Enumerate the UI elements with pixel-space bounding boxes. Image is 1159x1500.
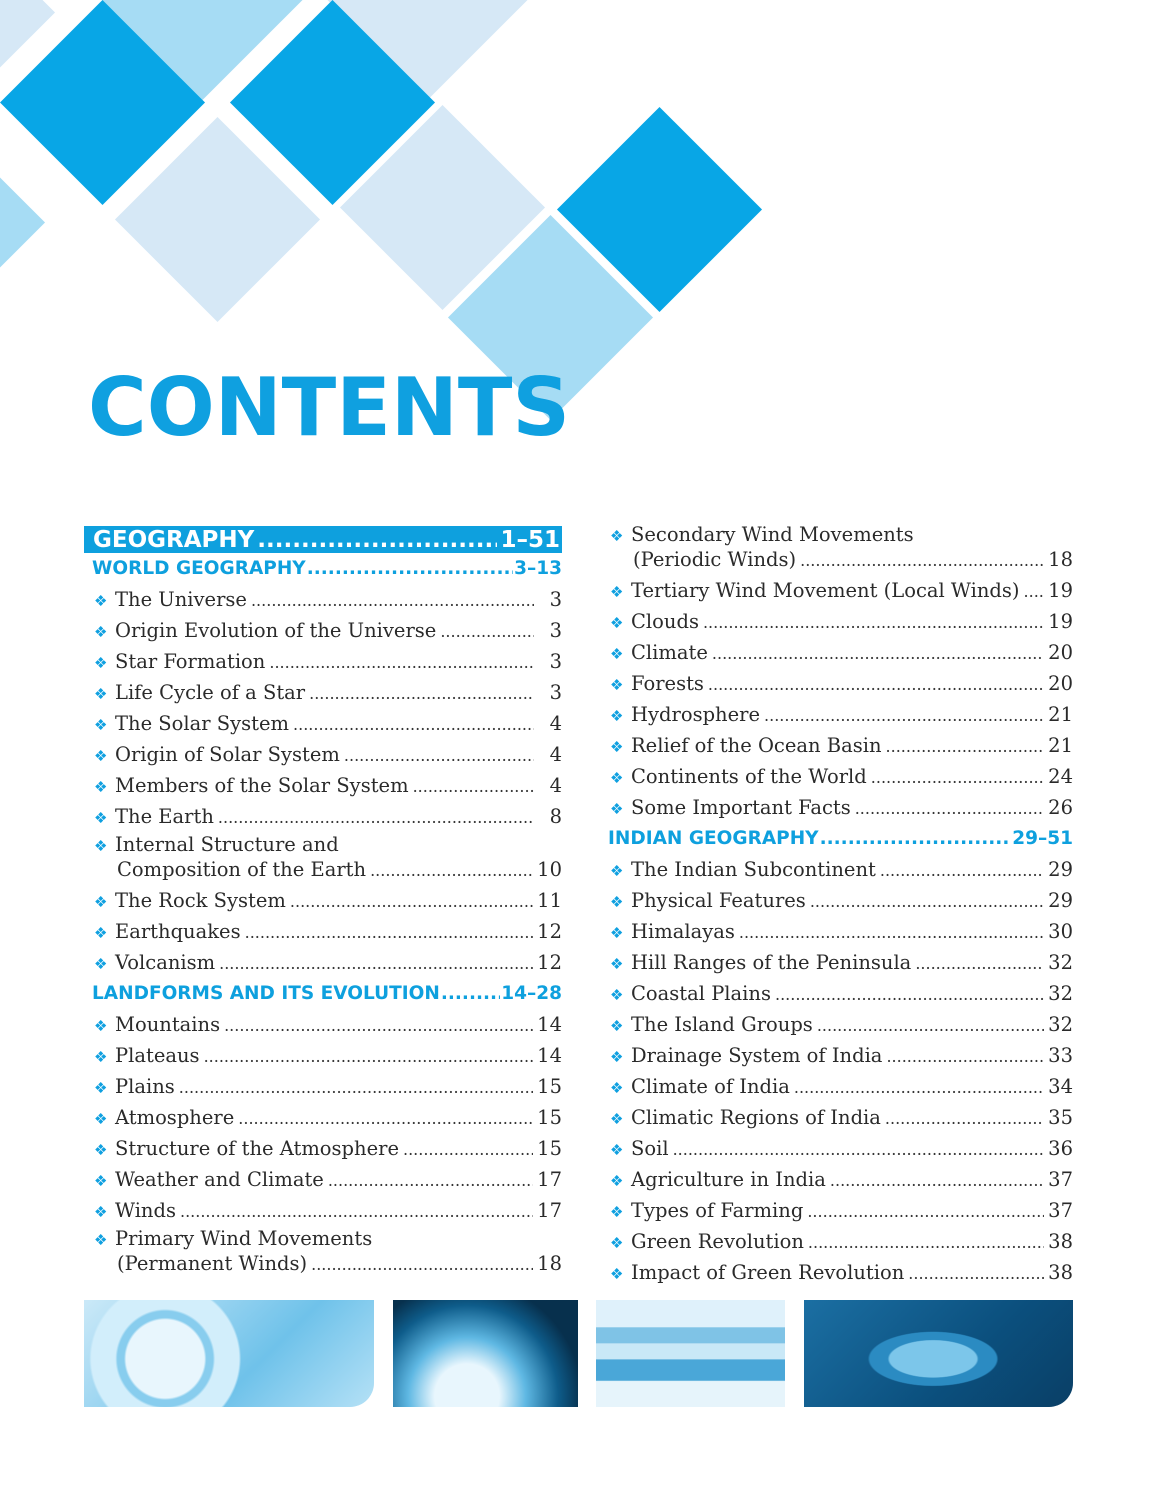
toc-entry-label: Climatic Regions of India <box>631 1106 881 1129</box>
toc-entry-label: Hydrosphere <box>631 703 761 726</box>
toc-entry[interactable] <box>600 885 1073 916</box>
bullet-icon: ❖ <box>94 1079 108 1097</box>
toc-entry-page: 21 <box>1048 703 1073 726</box>
toc-entry-label: Life Cycle of a Star <box>115 681 306 704</box>
toc-entry-page: 3 <box>549 588 562 611</box>
toc-entry-line <box>94 1251 562 1279</box>
toc-entry-page: 21 <box>1048 734 1073 757</box>
toc-entry-label: The Earth <box>115 805 214 828</box>
toc-entry-label: The Island Groups <box>631 1013 813 1036</box>
toc-entry[interactable] <box>600 1040 1073 1071</box>
toc-entry[interactable] <box>84 615 562 646</box>
bullet-icon: ❖ <box>610 986 624 1004</box>
bullet-icon: ❖ <box>610 614 624 632</box>
bullet-icon: ❖ <box>610 862 624 880</box>
bullet-icon: ❖ <box>610 645 624 663</box>
toc-entry-label: Mountains <box>115 1013 221 1036</box>
toc-entry-page: 29 <box>1048 858 1073 881</box>
toc-sections <box>84 553 562 1279</box>
toc-entry-page: 20 <box>1048 641 1073 664</box>
toc-entry[interactable] <box>600 606 1073 637</box>
toc-entry-label: Climate <box>631 641 708 664</box>
toc-entry[interactable] <box>600 730 1073 761</box>
dot-leader <box>880 855 1044 886</box>
dot-leader <box>344 740 534 771</box>
dot-leader <box>440 616 534 647</box>
toc-entry-label: Impact of Green Revolution <box>631 1261 905 1284</box>
bullet-icon: ❖ <box>94 654 108 672</box>
dot-leader <box>204 1041 534 1072</box>
toc-entry-page: 3 <box>549 681 562 704</box>
dot-leader <box>328 1165 533 1196</box>
dot-leader <box>1024 576 1045 607</box>
toc-entry-page: 29 <box>1048 889 1073 912</box>
toc-entry-page: 26 <box>1048 796 1073 819</box>
toc-entry-line <box>94 1226 562 1251</box>
toc-entry[interactable] <box>600 575 1073 606</box>
dot-leader <box>307 558 513 579</box>
dot-leader <box>413 771 534 802</box>
toc-entry[interactable] <box>600 668 1073 699</box>
toc-right-column <box>600 522 1073 1288</box>
dot-leader <box>257 527 497 553</box>
bullet-icon: ❖ <box>94 1048 108 1066</box>
toc-entry-label: Plateaus <box>115 1044 200 1067</box>
toc-entry[interactable] <box>600 637 1073 668</box>
toc-entry-line <box>610 547 1073 575</box>
toc-entry[interactable] <box>600 1102 1073 1133</box>
dot-leader <box>808 1227 1044 1258</box>
toc-entry-label: Agriculture in India <box>631 1168 826 1191</box>
toc-entry-page: 38 <box>1048 1230 1073 1253</box>
dot-leader <box>673 1134 1045 1165</box>
toc-entry-label: Origin of Solar System <box>115 743 340 766</box>
toc-entry-page: 10 <box>537 858 562 881</box>
toc-entry[interactable] <box>84 1164 562 1195</box>
dot-leader <box>180 1196 533 1227</box>
bullet-icon: ❖ <box>610 1017 624 1035</box>
bullet-icon: ❖ <box>610 800 624 818</box>
toc-entry-label: Earthquakes <box>115 920 241 943</box>
toc-entry-page: 15 <box>537 1137 562 1160</box>
toc-entry-page: 15 <box>537 1075 562 1098</box>
toc-entry-page: 4 <box>549 712 562 735</box>
india-satellite-image <box>804 1300 1073 1407</box>
bullet-icon: ❖ <box>94 1017 108 1035</box>
toc-entry-page: 8 <box>549 805 562 828</box>
toc-entry-label: Winds <box>115 1199 176 1222</box>
dot-leader <box>219 948 533 979</box>
toc-entry-page: 30 <box>1048 920 1073 943</box>
toc-entry-page: 12 <box>537 951 562 974</box>
bullet-icon: ❖ <box>610 583 624 601</box>
dot-leader <box>886 1041 1044 1072</box>
bullet-icon: ❖ <box>94 716 108 734</box>
toc-entry[interactable] <box>84 1040 562 1071</box>
toc-entry-page: 12 <box>537 920 562 943</box>
toc-entry-label: Physical Features <box>631 889 806 912</box>
bullet-icon: ❖ <box>94 1141 108 1159</box>
toc-entry-label: Primary Wind Movements <box>115 1227 373 1250</box>
toc-entry[interactable] <box>600 978 1073 1009</box>
toc-entry[interactable] <box>84 832 562 885</box>
toc-entry-label-continued: Composition of the Earth <box>117 858 367 881</box>
toc-entry-page: 18 <box>537 1252 562 1275</box>
toc-entry-label-continued: (Periodic Winds) <box>633 548 797 571</box>
bullet-icon: ❖ <box>610 955 624 973</box>
toc-entry[interactable] <box>600 1226 1073 1257</box>
toc-entry-label: Tertiary Wind Movement (Local Winds) <box>631 579 1020 602</box>
dot-leader <box>885 1103 1044 1134</box>
bullet-icon: ❖ <box>94 592 108 610</box>
toc-entry-label: Green Revolution <box>631 1230 804 1253</box>
toc-entry-label: Soil <box>631 1137 669 1160</box>
bullet-icon: ❖ <box>94 1172 108 1190</box>
toc-entry[interactable] <box>600 854 1073 885</box>
dot-leader <box>764 700 1044 731</box>
toc-entry[interactable] <box>600 1009 1073 1040</box>
bullet-icon: ❖ <box>610 527 624 545</box>
toc-entry[interactable] <box>600 522 1073 575</box>
toc-entry-page: 18 <box>1048 548 1073 571</box>
toc-entry[interactable] <box>600 792 1073 823</box>
toc-entry[interactable] <box>84 1133 562 1164</box>
toc-entry-page: 17 <box>537 1199 562 1222</box>
toc-entry[interactable] <box>600 916 1073 947</box>
toc-entry[interactable] <box>84 1226 562 1279</box>
bullet-icon: ❖ <box>610 769 624 787</box>
section-heading[interactable] <box>84 553 562 584</box>
toc-entry-line <box>94 832 562 857</box>
compass-map-image <box>84 1300 374 1407</box>
toc-entry-page: 15 <box>537 1106 562 1129</box>
bullet-icon: ❖ <box>94 837 108 855</box>
toc-entry[interactable] <box>600 699 1073 730</box>
toc-entry-page: 33 <box>1048 1044 1073 1067</box>
dot-leader <box>179 1072 533 1103</box>
toc-entry-page: 3 <box>549 650 562 673</box>
toc-entry[interactable] <box>600 1133 1073 1164</box>
toc-entry-label: Plains <box>115 1075 175 1098</box>
bullet-icon: ❖ <box>610 1172 624 1190</box>
decor-diamond <box>0 120 45 325</box>
dot-leader <box>807 1196 1044 1227</box>
section-pages: 3–13 <box>514 558 562 579</box>
toc-entry-page: 38 <box>1048 1261 1073 1284</box>
bullet-icon: ❖ <box>610 1265 624 1283</box>
bullet-icon: ❖ <box>610 1110 624 1128</box>
toc-entry-label: The Rock System <box>115 889 286 912</box>
dot-leader <box>708 669 1044 700</box>
toc-entry-page: 32 <box>1048 982 1073 1005</box>
toc-entry-page: 4 <box>549 743 562 766</box>
toc-entry-page: 11 <box>537 889 562 912</box>
part-banner-geography[interactable] <box>84 526 562 553</box>
toc-entry-label: Forests <box>631 672 704 695</box>
toc-entry-page: 3 <box>549 619 562 642</box>
toc-entry[interactable] <box>600 1071 1073 1102</box>
dot-leader <box>775 979 1044 1010</box>
banner-pages: 1–51 <box>500 526 560 553</box>
bullet-icon: ❖ <box>610 707 624 725</box>
section-pages: 29–51 <box>1012 828 1073 849</box>
bullet-icon: ❖ <box>94 623 108 641</box>
toc-entry-label: Origin Evolution of the Universe <box>115 619 437 642</box>
toc-entry-label: Volcanism <box>115 951 216 974</box>
dot-leader <box>245 917 534 948</box>
toc-entry-label: Hill Ranges of the Peninsula <box>631 951 912 974</box>
toc-entry-line <box>610 522 1073 547</box>
toc-entry-label: Members of the Solar System <box>115 774 409 797</box>
toc-entry-label: Weather and Climate <box>115 1168 324 1191</box>
toc-entry-page: 24 <box>1048 765 1073 788</box>
toc-entry[interactable] <box>84 1071 562 1102</box>
bullet-icon: ❖ <box>610 1141 624 1159</box>
toc-entry-label: Secondary Wind Movements <box>631 523 914 546</box>
bullet-icon: ❖ <box>94 809 108 827</box>
toc-entry-label: Relief of the Ocean Basin <box>631 734 882 757</box>
toc-entry-label: Climate of India <box>631 1075 790 1098</box>
toc-entry-page: 36 <box>1048 1137 1073 1160</box>
toc-entry[interactable] <box>84 1195 562 1226</box>
dot-leader <box>810 886 1044 917</box>
bullet-icon: ❖ <box>94 1110 108 1128</box>
bullet-icon: ❖ <box>94 893 108 911</box>
toc-entry-label-continued: (Permanent Winds) <box>117 1252 308 1275</box>
dot-leader <box>441 983 500 1004</box>
toc-entry-page: 34 <box>1048 1075 1073 1098</box>
toc-entry-page: 35 <box>1048 1106 1073 1129</box>
toc-entry[interactable] <box>84 1009 562 1040</box>
toc-entry-page: 14 <box>537 1044 562 1067</box>
dot-leader <box>712 638 1044 669</box>
toc-entry[interactable] <box>84 916 562 947</box>
toc-continued-items <box>600 522 1073 823</box>
toc-entry[interactable] <box>84 885 562 916</box>
bullet-icon: ❖ <box>610 676 624 694</box>
dot-leader <box>830 1165 1044 1196</box>
toc-entry-label: Himalayas <box>631 920 735 943</box>
dot-leader <box>370 858 533 883</box>
bullet-icon: ❖ <box>94 924 108 942</box>
toc-entry[interactable] <box>84 584 562 615</box>
toc-entry[interactable] <box>84 770 562 801</box>
toc-entry-page: 17 <box>537 1168 562 1191</box>
toc-entry-page: 14 <box>537 1013 562 1036</box>
toc-entry-label: Atmosphere <box>115 1106 235 1129</box>
toc-entry[interactable] <box>84 947 562 978</box>
bullet-icon: ❖ <box>94 747 108 765</box>
toc-entry[interactable] <box>600 1164 1073 1195</box>
bullet-icon: ❖ <box>610 1234 624 1252</box>
section-label: WORLD GEOGRAPHY <box>92 558 306 579</box>
toc-entry-page: 19 <box>1048 579 1073 602</box>
section-pages: 14–28 <box>501 983 562 1004</box>
dot-leader <box>871 762 1044 793</box>
toc-entry-label: Clouds <box>631 610 699 633</box>
toc-entry-label: Drainage System of India <box>631 1044 883 1067</box>
toc-entry[interactable] <box>600 1195 1073 1226</box>
toc-sections <box>600 823 1073 1288</box>
dot-leader <box>886 731 1045 762</box>
bullet-icon: ❖ <box>94 1231 108 1249</box>
toc-entry[interactable] <box>84 739 562 770</box>
dot-leader <box>915 948 1044 979</box>
toc-entry[interactable] <box>600 761 1073 792</box>
toc-left-column <box>84 526 562 1279</box>
dot-leader <box>703 607 1044 638</box>
bullet-icon: ❖ <box>94 778 108 796</box>
toc-entry-label: Some Important Facts <box>631 796 851 819</box>
dot-leader <box>820 828 1012 849</box>
dot-leader <box>800 548 1044 573</box>
section-label: INDIAN GEOGRAPHY <box>608 828 819 849</box>
bullet-icon: ❖ <box>94 685 108 703</box>
section-label: LANDFORMS AND ITS EVOLUTION <box>92 983 440 1004</box>
toc-entry-line <box>94 857 562 885</box>
toc-entry-label: Coastal Plains <box>631 982 771 1005</box>
bullet-icon: ❖ <box>610 893 624 911</box>
dot-leader <box>794 1072 1044 1103</box>
toc-entry[interactable] <box>84 1102 562 1133</box>
dot-leader <box>311 1252 533 1277</box>
dot-leader <box>908 1258 1044 1289</box>
toc-entry-label: The Universe <box>115 588 247 611</box>
toc-entry-label: Types of Farming <box>631 1199 804 1222</box>
dot-leader <box>251 585 534 616</box>
toc-entry[interactable] <box>84 646 562 677</box>
bullet-icon: ❖ <box>610 1203 624 1221</box>
section-heading[interactable] <box>600 823 1073 854</box>
section-heading[interactable] <box>84 978 562 1009</box>
bullet-icon: ❖ <box>94 1203 108 1221</box>
bullet-icon: ❖ <box>94 955 108 973</box>
globe-image <box>393 1300 578 1407</box>
toc-entry-page: 20 <box>1048 672 1073 695</box>
bullet-icon: ❖ <box>610 1079 624 1097</box>
canyon-image <box>596 1300 785 1407</box>
page-title: CONTENTS <box>88 361 571 454</box>
bullet-icon: ❖ <box>610 738 624 756</box>
toc-entry[interactable] <box>84 677 562 708</box>
dot-leader <box>218 802 534 833</box>
toc-entry-label: Internal Structure and <box>115 833 339 856</box>
dot-leader <box>817 1010 1044 1041</box>
toc-entry-page: 4 <box>549 774 562 797</box>
toc-entry-page: 19 <box>1048 610 1073 633</box>
toc-entry-label: The Indian Subcontinent <box>631 858 876 881</box>
toc-entry[interactable] <box>600 947 1073 978</box>
bullet-icon: ❖ <box>610 924 624 942</box>
dot-leader <box>290 886 533 917</box>
toc-entry-label: Structure of the Atmosphere <box>115 1137 399 1160</box>
dot-leader <box>403 1134 533 1165</box>
toc-entry-page: 37 <box>1048 1199 1073 1222</box>
dot-leader <box>238 1103 533 1134</box>
dot-leader <box>309 678 534 709</box>
banner-label: GEOGRAPHY <box>93 526 255 553</box>
toc-entry[interactable] <box>84 801 562 832</box>
toc-entry-label: Star Formation <box>115 650 266 673</box>
dot-leader <box>293 709 534 740</box>
dot-leader <box>855 793 1044 824</box>
bullet-icon: ❖ <box>610 1048 624 1066</box>
toc-entry[interactable] <box>84 708 562 739</box>
dot-leader <box>269 647 534 678</box>
toc-entry-page: 32 <box>1048 951 1073 974</box>
toc-entry[interactable] <box>600 1257 1073 1288</box>
toc-entry-page: 37 <box>1048 1168 1073 1191</box>
dot-leader <box>739 917 1044 948</box>
dot-leader <box>224 1010 533 1041</box>
toc-entry-page: 32 <box>1048 1013 1073 1036</box>
toc-entry-label: The Solar System <box>115 712 290 735</box>
toc-entry-label: Continents of the World <box>631 765 867 788</box>
